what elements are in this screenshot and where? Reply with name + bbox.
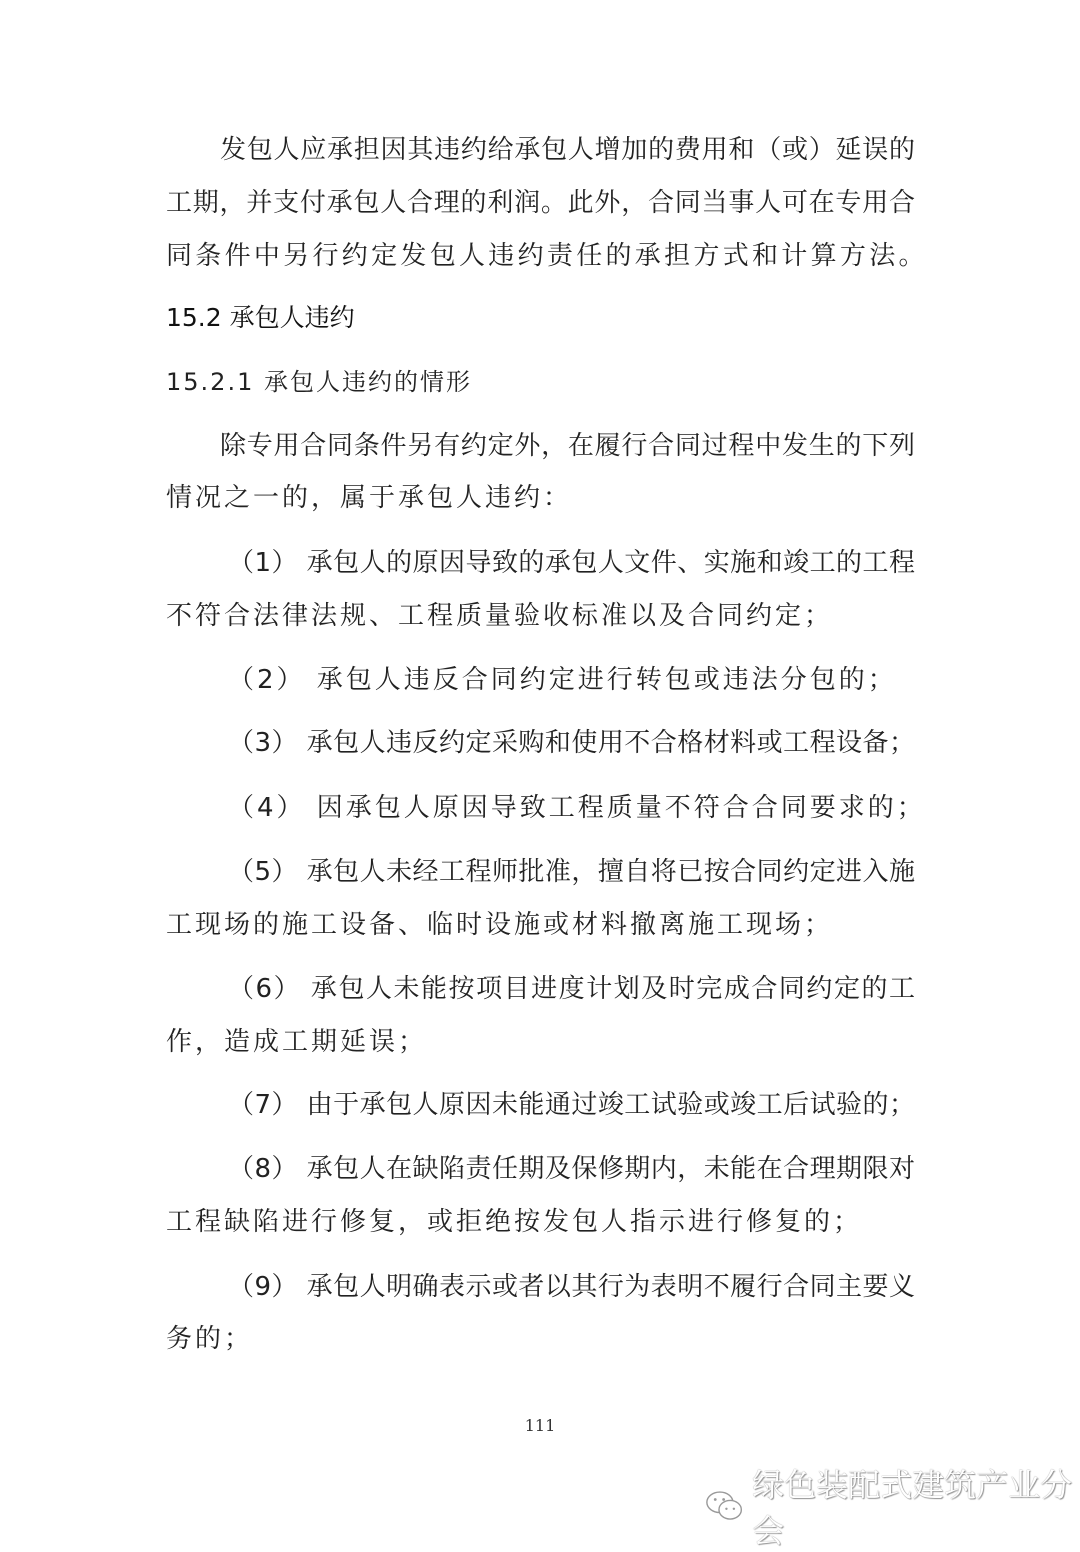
list-item-line: 作，造成工期延误； [166, 1027, 428, 1057]
watermark [705, 1460, 1080, 1552]
watermark-text: 绿色装配式建筑产业分会 [752, 1466, 1073, 1550]
wechat-icon [705, 1488, 744, 1524]
list-item-line: 工现场的施工设备、临时设施或材料撤离施工现场； [166, 910, 834, 940]
paragraph-line: 工期，并支付承包人合理的利润。此外，合同当事人可在专用合 [166, 188, 915, 218]
list-item-line: 务的； [166, 1324, 254, 1354]
list-item-line: （5） 承包人未经工程师批准，擅自将已按合同约定进入施 [228, 857, 915, 887]
list-item-line: （9） 承包人明确表示或者以其行为表明不履行合同主要义 [228, 1272, 915, 1302]
list-item-line: （2） 承包人违反合同约定进行转包或违法分包的； [228, 665, 897, 695]
list-item-line: （7） 由于承包人原因未能通过竣工试验或竣工后试验的； [228, 1090, 915, 1120]
list-item-line: （6） 承包人未能按项目进度计划及时完成合同约定的工 [228, 974, 915, 1004]
list-item-line: （4） 因承包人原因导致工程质量不符合合同要求的； [228, 793, 926, 823]
list-item-line: 工程缺陷进行修复，或拒绝按发包人指示进行修复的； [166, 1207, 863, 1237]
list-item-line: 不符合法律法规、工程质量验收标准以及合同约定； [166, 601, 834, 631]
paragraph-line: 情况之一的，属于承包人违约： [166, 483, 573, 513]
list-item-line: （1） 承包人的原因导致的承包人文件、实施和竣工的工程 [228, 548, 915, 578]
section-heading: 15.2 承包人违约 [166, 303, 355, 332]
page-number: 111 [524, 1416, 556, 1435]
list-item-line: （8） 承包人在缺陷责任期及保修期内，未能在合理期限对 [228, 1154, 915, 1184]
list-item-line: （3） 承包人违反约定采购和使用不合格材料或工程设备； [228, 728, 915, 758]
paragraph-line: 除专用合同条件另有约定外，在履行合同过程中发生的下列 [220, 431, 915, 461]
subsection-heading: 15.2.1 承包人违约的情形 [166, 368, 472, 396]
paragraph-line: 发包人应承担因其违约给承包人增加的费用和（或）延误的 [220, 135, 915, 165]
paragraph-line: 同条件中另行约定发包人违约责任的承担方式和计算方法。 [166, 241, 928, 271]
